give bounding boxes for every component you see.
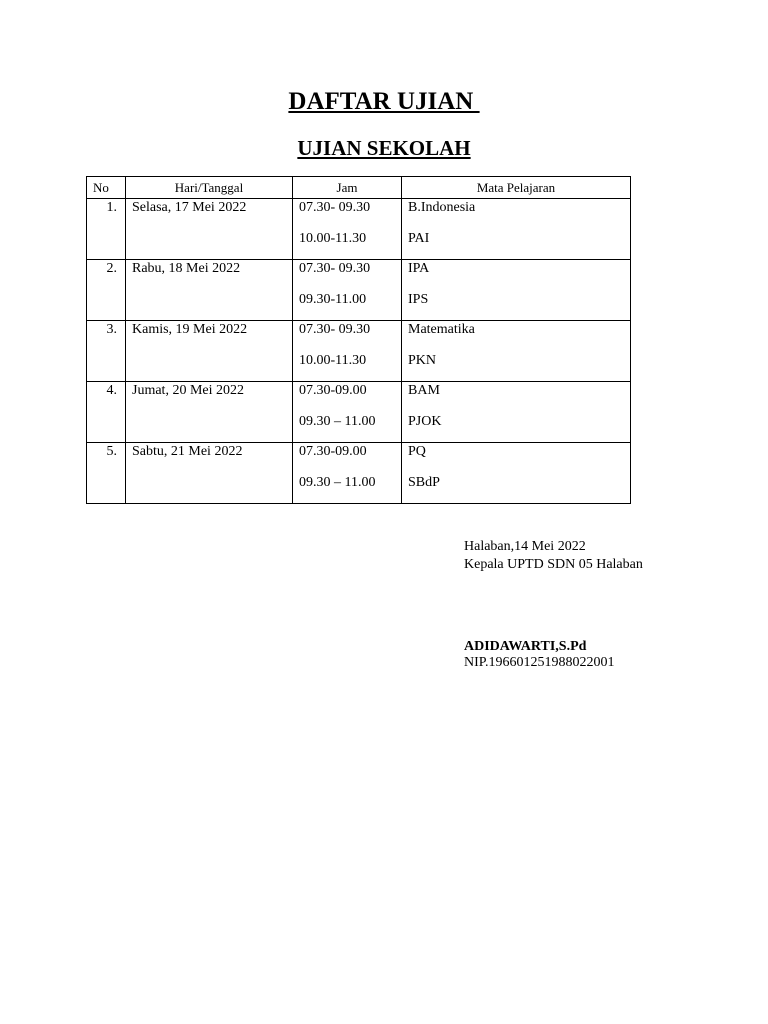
row-time-first: 07.30-09.00 — [299, 444, 367, 459]
row-subject-first: IPA — [408, 261, 430, 276]
row-time-cell — [293, 382, 402, 443]
row-day: Rabu, 18 Mei 2022 — [132, 261, 241, 276]
row-subject-first: BAM — [408, 383, 440, 398]
row-day-cell — [126, 260, 293, 321]
row-subject-second: PJOK — [408, 414, 442, 429]
row-time-first: 07.30-09.00 — [299, 383, 367, 398]
row-time-cell — [293, 443, 402, 504]
row-time-second: 10.00-11.30 — [299, 353, 367, 368]
document-title: DAFTAR UJIAN — [288, 88, 480, 115]
header-no: No — [87, 177, 126, 199]
row-subject-second: SBdP — [408, 475, 440, 490]
table-row — [87, 199, 631, 260]
row-number-cell — [87, 382, 126, 443]
row-time-cell — [293, 199, 402, 260]
row-number-cell — [87, 443, 126, 504]
row-number-cell — [87, 199, 126, 260]
row-day-cell — [126, 382, 293, 443]
row-day: Kamis, 19 Mei 2022 — [132, 322, 248, 337]
signatory-name: ADIDAWARTI,S.Pd — [464, 639, 587, 654]
row-day: Sabtu, 21 Mei 2022 — [132, 444, 243, 459]
row-number-cell — [87, 321, 126, 382]
row-time-second: 09.30-11.00 — [299, 292, 367, 307]
row-number: 3. — [106, 322, 117, 337]
row-subject-cell — [402, 443, 631, 504]
signature-position: Kepala UPTD SDN 05 Halaban — [464, 557, 643, 572]
table-row — [87, 382, 631, 443]
row-subject-cell — [402, 382, 631, 443]
table-row — [87, 443, 631, 504]
row-time-second: 09.30 – 11.00 — [299, 475, 376, 490]
row-subject-first: Matematika — [408, 322, 475, 337]
row-time-second: 10.00-11.30 — [299, 231, 367, 246]
header-subject: Mata Pelajaran — [402, 177, 631, 199]
table-row — [87, 321, 631, 382]
table-row — [87, 260, 631, 321]
row-day: Selasa, 17 Mei 2022 — [132, 200, 247, 215]
row-day-cell — [126, 443, 293, 504]
header-day: Hari/Tanggal — [126, 177, 293, 199]
row-subject-cell — [402, 199, 631, 260]
signature-place-date: Halaban,14 Mei 2022 — [464, 539, 586, 554]
row-subject-second: IPS — [408, 292, 429, 307]
signature-block — [464, 538, 643, 574]
signatory-nip: NIP.196601251988022001 — [464, 655, 615, 670]
exam-schedule-table — [86, 176, 631, 504]
row-time-cell — [293, 260, 402, 321]
row-subject-second: PKN — [408, 353, 437, 368]
document-subtitle: UJIAN SEKOLAH — [297, 136, 471, 160]
row-day: Jumat, 20 Mei 2022 — [132, 383, 244, 398]
row-subject-cell — [402, 260, 631, 321]
header-time: Jam — [293, 177, 402, 199]
row-number: 4. — [106, 383, 117, 398]
row-number: 2. — [106, 261, 117, 276]
row-number-cell — [87, 260, 126, 321]
row-subject-second: PAI — [408, 231, 430, 246]
row-number: 5. — [106, 444, 117, 459]
row-time-first: 07.30- 09.30 — [299, 200, 371, 215]
table-header-row — [87, 177, 631, 199]
row-day-cell — [126, 321, 293, 382]
row-subject-cell — [402, 321, 631, 382]
row-time-second: 09.30 – 11.00 — [299, 414, 376, 429]
row-number: 1. — [106, 200, 117, 215]
row-subject-first: B.Indonesia — [408, 200, 476, 215]
row-time-first: 07.30- 09.30 — [299, 322, 371, 337]
row-day-cell — [126, 199, 293, 260]
row-time-cell — [293, 321, 402, 382]
row-subject-first: PQ — [408, 444, 426, 459]
row-time-first: 07.30- 09.30 — [299, 261, 371, 276]
